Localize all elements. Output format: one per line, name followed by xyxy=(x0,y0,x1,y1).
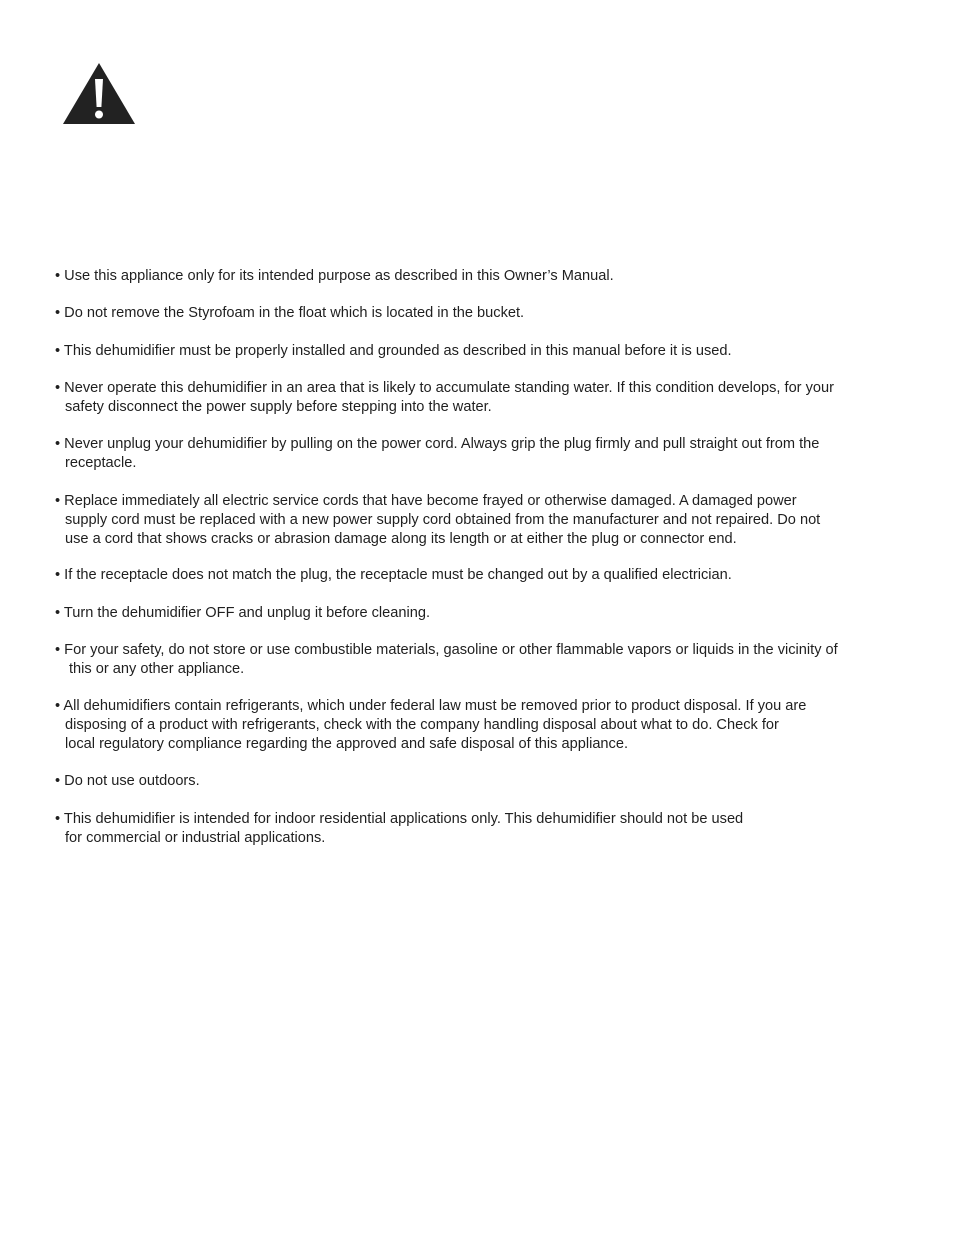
rule-line: disposing of a product with refrigerants, check with the company handling disposal about what to do. Check for xyxy=(65,716,779,733)
rule-damaged-cords xyxy=(55,492,820,548)
rule-flammable-materials xyxy=(55,641,838,679)
warning-triangle-icon xyxy=(62,62,136,125)
rule-intended-purpose xyxy=(55,267,614,286)
rule-line: • If the receptacle does not match the plug, the receptacle must be changed out by a qualified electrician. xyxy=(55,567,732,583)
rule-standing-water xyxy=(55,379,834,417)
rule-line: • This dehumidifier must be properly installed and grounded as described in this manual before it is used. xyxy=(55,343,732,359)
rule-line: supply cord must be replaced with a new power supply cord obtained from the manufacturer and not repaired. Do not xyxy=(65,511,821,528)
rule-line: use a cord that shows cracks or abrasion damage along its length or at either the plug or connector end. xyxy=(65,530,737,547)
rule-line: for commercial or industrial applications. xyxy=(65,829,326,846)
rule-line: this or any other appliance. xyxy=(69,660,245,677)
rule-line: • Do not remove the Styrofoam in the float which is located in the bucket. xyxy=(55,305,525,321)
rule-no-outdoors xyxy=(55,772,200,791)
rule-line: • For your safety, do not store or use combustible materials, gasoline or other flammable vapors or liquids in the vicinity of xyxy=(55,642,838,658)
rule-refrigerants-disposal xyxy=(55,697,806,753)
rule-styrofoam-float xyxy=(55,304,524,323)
rule-line: • Turn the dehumidifier OFF and unplug it before cleaning. xyxy=(55,605,431,621)
rule-line: • Never unplug your dehumidifier by pulling on the power cord. Always grip the plug firmly and pull straight out from the xyxy=(55,436,820,452)
rule-line: • Never operate this dehumidifier in an area that is likely to accumulate standing water. If this condition develops, for your xyxy=(55,380,834,396)
rule-line: • Use this appliance only for its intended purpose as described in this Owner’s Manual. xyxy=(55,268,614,284)
rule-indoor-residential xyxy=(55,810,743,848)
rule-line: • Do not use outdoors. xyxy=(55,773,200,789)
rule-line: • This dehumidifier is intended for indoor residential applications only. This dehumidifier should not be used xyxy=(55,811,744,827)
rule-receptacle-match xyxy=(55,566,732,585)
rule-unplug-cord xyxy=(55,435,819,473)
rule-line: • All dehumidifiers contain refrigerants, which under federal law must be removed prior to product disposal. If you are xyxy=(55,698,807,714)
rule-installation-grounding xyxy=(55,342,732,361)
rule-line: safety disconnect the power supply before stepping into the water. xyxy=(65,398,492,415)
rule-cleaning xyxy=(55,604,430,623)
rule-line: local regulatory compliance regarding the approved and safe disposal of this appliance. xyxy=(65,735,629,752)
rule-line: receptacle. xyxy=(65,454,137,471)
rule-line: • Replace immediately all electric service cords that have become frayed or otherwise damaged. A damaged power xyxy=(55,493,797,509)
